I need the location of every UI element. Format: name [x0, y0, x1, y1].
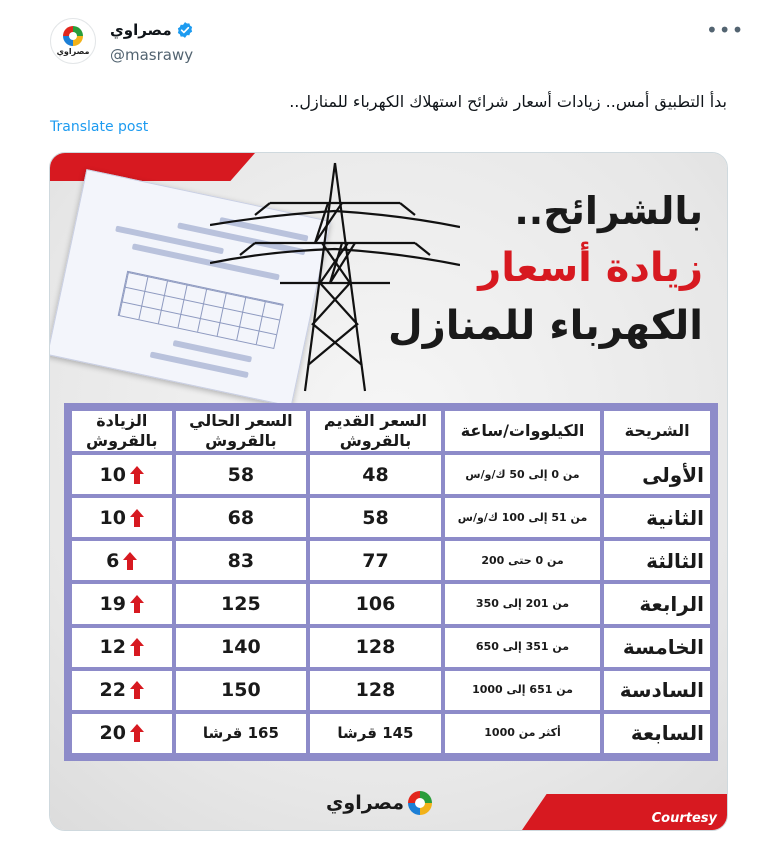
increase-value: 19 [99, 592, 126, 615]
translate-post-link[interactable]: Translate post [50, 119, 149, 135]
tier-cell: الرابعة [604, 584, 710, 623]
price-table [68, 407, 714, 757]
new-price-cell: 58 [176, 455, 307, 494]
up-arrow-icon [130, 466, 144, 484]
post-image[interactable] [49, 152, 728, 831]
old-price-cell: 106 [310, 584, 441, 623]
table-row [72, 671, 710, 710]
old-price-cell: 58 [310, 498, 441, 537]
new-price-cell: 68 [176, 498, 307, 537]
increase-cell [72, 541, 172, 580]
increase-value: 10 [99, 463, 126, 486]
post-text: بدأ التطبيق أمس.. زيادات أسعار شرائح استهلاك الكهرباء للمنازل.. [289, 92, 727, 111]
new-price-cell: 125 [176, 584, 307, 623]
tier-cell: السابعة [604, 714, 710, 753]
old-price-cell: 128 [310, 671, 441, 710]
table-row [72, 541, 710, 580]
courtesy-label: Courtesy [651, 811, 717, 826]
up-arrow-icon [123, 552, 137, 570]
headline-line-2: زيادة أسعار [478, 245, 703, 291]
old-price-cell: 128 [310, 628, 441, 667]
header-old-price: السعر القديم بالقروش [310, 411, 441, 451]
masrawy-logo-icon [408, 791, 432, 815]
up-arrow-icon [130, 681, 144, 699]
table-row [72, 498, 710, 537]
new-price-cell: 83 [176, 541, 307, 580]
headline-line-3: الكهرباء للمنازل [388, 303, 703, 349]
new-price-cell: 140 [176, 628, 307, 667]
header-tier: الشريحة [604, 411, 710, 451]
table-header-row [72, 411, 710, 451]
range-cell: من 651 إلى 1000 [445, 671, 601, 710]
increase-value: 22 [99, 679, 126, 702]
table-row [72, 714, 710, 753]
up-arrow-icon [130, 724, 144, 742]
tier-cell: الثانية [604, 498, 710, 537]
price-table-frame [64, 403, 718, 761]
increase-cell [72, 628, 172, 667]
increase-cell [72, 714, 172, 753]
footer-logo-text: مصراوي [326, 792, 405, 814]
tier-cell: الثالثة [604, 541, 710, 580]
up-arrow-icon [130, 638, 144, 656]
range-cell: من 351 إلى 650 [445, 628, 601, 667]
range-cell: من 201 إلى 350 [445, 584, 601, 623]
display-name[interactable]: مصراوي [110, 21, 172, 39]
up-arrow-icon [130, 595, 144, 613]
increase-value: 20 [99, 722, 126, 745]
footer-masrawy-logo [326, 791, 432, 815]
range-cell: من 0 حتى 200 [445, 541, 601, 580]
tier-cell: السادسة [604, 671, 710, 710]
increase-value: 10 [99, 506, 126, 529]
increase-cell [72, 584, 172, 623]
increase-value: 6 [106, 549, 120, 572]
up-arrow-icon [130, 509, 144, 527]
increase-value: 12 [99, 636, 126, 659]
header-new-price: السعر الحالي بالقروش [176, 411, 307, 451]
power-tower-icon [210, 155, 460, 395]
range-cell: أكثر من 1000 [445, 714, 601, 753]
header-increase: الزيادة بالقروش [72, 411, 172, 451]
old-price-cell: 77 [310, 541, 441, 580]
range-cell: من 0 إلى 50 ك/و/س [445, 455, 601, 494]
avatar[interactable] [50, 18, 96, 64]
avatar-logo-text: مصراوي [56, 47, 90, 56]
table-row [72, 584, 710, 623]
header-range: الكيلووات/ساعة [445, 411, 601, 451]
tier-cell: الأولى [604, 455, 710, 494]
range-cell: من 51 إلى 100 ك/و/س [445, 498, 601, 537]
author-handle[interactable]: @masrawy [110, 46, 194, 64]
increase-cell [72, 498, 172, 537]
headline-line-1: بالشرائح.. [514, 189, 703, 233]
more-options-icon[interactable]: ••• [706, 18, 745, 42]
verified-badge-icon [176, 21, 194, 39]
masrawy-logo-icon [63, 26, 83, 46]
increase-cell [72, 671, 172, 710]
increase-cell [72, 455, 172, 494]
table-row [72, 628, 710, 667]
old-price-cell: 145 قرشا [310, 714, 441, 753]
old-price-cell: 48 [310, 455, 441, 494]
new-price-cell: 150 [176, 671, 307, 710]
author-name-row[interactable] [110, 21, 194, 39]
new-price-cell: 165 قرشا [176, 714, 307, 753]
table-row [72, 455, 710, 494]
tier-cell: الخامسة [604, 628, 710, 667]
